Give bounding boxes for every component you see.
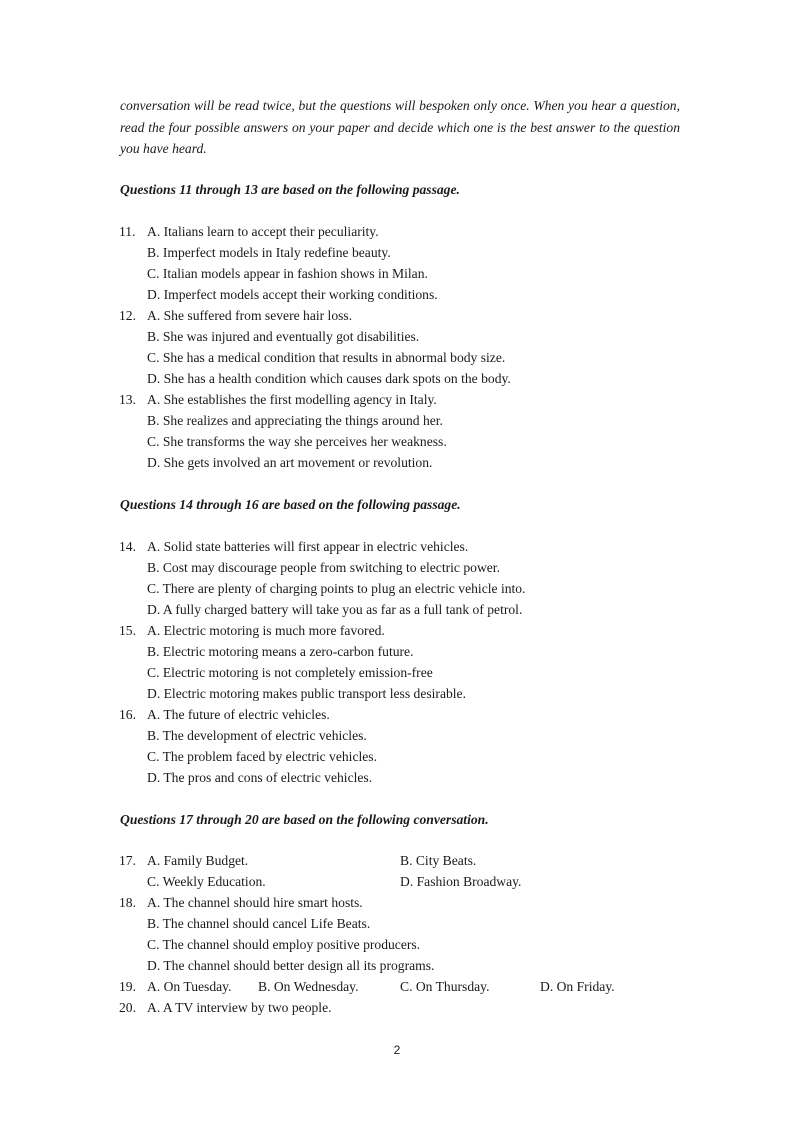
option-a: A. Solid state batteries will first appear in electric vehicles. [147, 539, 469, 554]
option-d: D. On Friday. [540, 979, 615, 994]
option-d: D. She has a health condition which causes dark spots on the body. [147, 371, 511, 386]
option-c: C. There are plenty of charging points to plug an electric vehicle into. [147, 581, 526, 596]
option-c: C. Italian models appear in fashion shows in Milan. [147, 266, 428, 281]
question-number: 20. [119, 1000, 136, 1015]
option-d: D. The channel should better design all its programs. [147, 958, 435, 973]
option-b: B. She realizes and appreciating the things around her. [147, 413, 443, 428]
question-number: 14. [119, 539, 136, 554]
option-c: C. On Thursday. [400, 979, 490, 994]
question-number: 16. [119, 707, 136, 722]
option-b: B. The channel should cancel Life Beats. [147, 916, 371, 931]
option-a: A. The future of electric vehicles. [147, 707, 330, 722]
question-number: 12. [119, 308, 136, 323]
section-heading-17-20: Questions 17 through 20 are based on the following conversation. [120, 812, 489, 827]
question-number: 19. [119, 979, 136, 994]
option-c: C. Weekly Education. [147, 874, 266, 889]
option-b: B. Electric motoring means a zero-carbon future. [147, 644, 414, 659]
option-c: C. The channel should employ positive producers. [147, 937, 421, 952]
option-d: D. Electric motoring makes public transport less desirable. [147, 686, 466, 701]
option-d: D. The pros and cons of electric vehicles. [147, 770, 373, 785]
question-number: 13. [119, 392, 136, 407]
option-b: B. The development of electric vehicles. [147, 728, 367, 743]
option-c: C. Electric motoring is not completely emission-free [147, 665, 433, 680]
option-b: B. On Wednesday. [258, 979, 359, 994]
option-d: D. Fashion Broadway. [400, 874, 522, 889]
option-d: D. Imperfect models accept their working conditions. [147, 287, 438, 302]
option-c: C. She has a medical condition that results in abnormal body size. [147, 350, 506, 365]
option-a: A. She suffered from severe hair loss. [147, 308, 353, 323]
option-a: A. Family Budget. [147, 853, 249, 868]
option-a: A. The channel should hire smart hosts. [147, 895, 363, 910]
section-heading-11-13: Questions 11 through 13 are based on the following passage. [120, 182, 460, 197]
question-number: 17. [119, 853, 136, 868]
section-heading-14-16: Questions 14 through 16 are based on the following passage. [120, 497, 461, 512]
page-number: 2 [393, 1043, 401, 1057]
instructions-paragraph: conversation will be read twice, but the questions will bespoken only once. When you hear a question, read the four possible answers on your paper and decide which one is the best answer to the question you have heard. [120, 98, 680, 156]
option-b: B. Cost may discourage people from switching to electric power. [147, 560, 500, 575]
question-number: 11. [119, 224, 136, 239]
option-a: A. Electric motoring is much more favored. [147, 623, 385, 638]
option-c: C. She transforms the way she perceives her weakness. [147, 434, 447, 449]
option-a: A. Italians learn to accept their peculiarity. [147, 224, 379, 239]
option-a: A. She establishes the first modelling agency in Italy. [147, 392, 437, 407]
question-number: 18. [119, 895, 136, 910]
question-number: 15. [119, 623, 136, 638]
option-d: D. She gets involved an art movement or revolution. [147, 455, 433, 470]
option-a: A. A TV interview by two people. [147, 1000, 332, 1015]
option-c: C. The problem faced by electric vehicles. [147, 749, 377, 764]
option-d: D. A fully charged battery will take you as far as a full tank of petrol. [147, 602, 523, 617]
option-b: B. She was injured and eventually got disabilities. [147, 329, 420, 344]
option-b: B. City Beats. [400, 853, 477, 868]
option-a: A. On Tuesday. [147, 979, 232, 994]
option-b: B. Imperfect models in Italy redefine beauty. [147, 245, 391, 260]
